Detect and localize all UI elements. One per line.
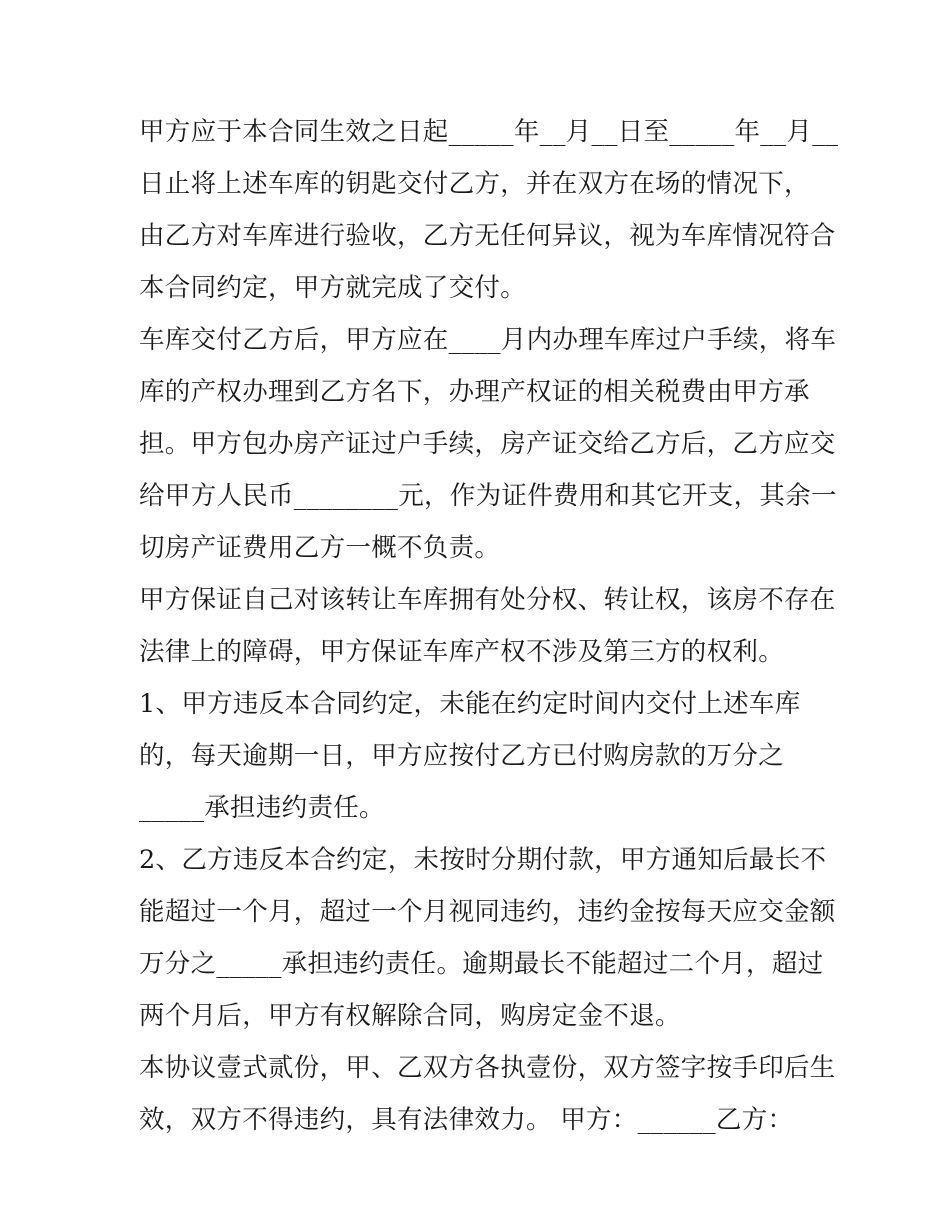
text-line-10: 甲方保证自己对该转让车库拥有处分权、转让权，该房不存在 — [139, 585, 836, 615]
text-line-12: 1、甲方违反本合同约定，未能在约定时间内交付上述车库 — [139, 689, 801, 719]
text-line-13: 的，每天逾期一日，甲方应按付乙方已付购房款的万分之 — [139, 741, 785, 771]
text-line-11: 法律上的障碍，甲方保证车库产权不涉及第三方的权利。 — [139, 637, 785, 667]
text-line-7: 担。甲方包办房产证过户手续，房产证交给乙方后，乙方应交 — [139, 429, 836, 459]
text-line-9: 切房产证费用乙方一概不负责。 — [139, 533, 501, 563]
text-line-6: 库的产权办理到乙方名下，办理产权证的相关税费由甲方承 — [139, 377, 810, 407]
text-line-5: 车库交付乙方后，甲方应在____月内办理车库过户手续，将车 — [139, 325, 837, 355]
contract-text — [139, 106, 839, 1146]
text-line-4: 本合同约定，甲方就完成了交付。 — [139, 273, 527, 303]
text-line-1: 甲方应于本合同生效之日起_____年__月__日至_____年__月__ — [139, 117, 839, 147]
text-line-20: 效，双方不得违约，具有法律效力。 甲方：______乙方： — [139, 1105, 794, 1135]
text-line-15: 2、乙方违反本合约定，未按时分期付款，甲方通知后最长不 — [139, 845, 827, 875]
text-line-3: 由乙方对车库进行验收，乙方无任何异议，视为车库情况符合 — [139, 221, 836, 251]
text-line-14: _____承担违约责任。 — [139, 793, 385, 823]
text-line-8: 给甲方人民币________元，作为证件费用和其它开支，其余一 — [139, 481, 837, 511]
text-line-19: 本协议壹式贰份，甲、乙双方各执壹份，双方签字按手印后生 — [139, 1053, 836, 1083]
text-line-17: 万分之_____承担违约责任。逾期最长不能超过二个月，超过 — [139, 949, 824, 979]
text-line-16: 能超过一个月，超过一个月视同违约，违约金按每天应交金额 — [139, 897, 836, 927]
text-line-2: 日止将上述车库的钥匙交付乙方，并在双方在场的情况下， — [139, 169, 810, 199]
text-line-18: 两个月后，甲方有权解除合同，购房定金不退。 — [139, 1001, 681, 1031]
